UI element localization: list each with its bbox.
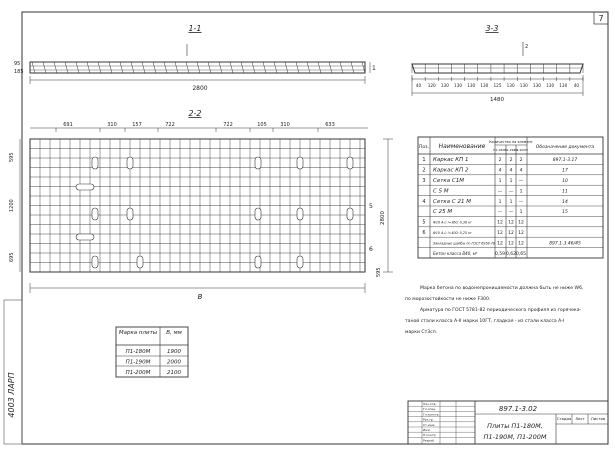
spec-q2: 12 bbox=[508, 241, 514, 247]
mounting-slot bbox=[137, 256, 143, 268]
rib-line bbox=[307, 62, 310, 73]
b-table-mark: П1-190М bbox=[125, 359, 151, 366]
spec-sub-1: П1-180М bbox=[493, 148, 507, 152]
spec-header-pos: Поз. bbox=[419, 145, 429, 150]
stamp-title-1: Плиты П1-180М, bbox=[487, 422, 543, 430]
plan-dim-top: 722 bbox=[165, 122, 175, 128]
note-line: Арматура по ГОСТ 5781-82 периодического профиля из горячека- bbox=[420, 308, 582, 313]
spec-q1: 4 bbox=[498, 168, 502, 174]
plan-marker-5: 5 bbox=[369, 203, 373, 210]
rib-line bbox=[131, 62, 134, 73]
spec-name: Бетон класса B40, м³ bbox=[433, 250, 478, 256]
stamp-role: Нач.отд. bbox=[423, 402, 437, 406]
rib-line bbox=[164, 62, 167, 73]
note-line: таной стали класса А-II марки 10ГТ, гладкая - из стали класса А-I bbox=[405, 319, 565, 324]
plan-dim-top: 691 bbox=[63, 122, 73, 128]
spec-header-name: Наименование bbox=[438, 143, 486, 150]
spec-doc: 897.1-3.46/45 bbox=[549, 241, 581, 247]
dim-33-total: 1480 bbox=[490, 97, 504, 103]
spec-doc: 17 bbox=[562, 168, 568, 174]
spec-name: Закладные шайбы по ГОСТ 6958-78 bbox=[433, 241, 496, 246]
rib-line bbox=[76, 62, 79, 73]
rib-line bbox=[186, 62, 189, 73]
mounting-slot bbox=[255, 208, 261, 220]
stamp-role: Разраб. bbox=[423, 438, 435, 443]
spec-q1: 1 bbox=[498, 179, 502, 184]
section-1-1-title: 1-1 bbox=[188, 24, 202, 33]
mounting-slot bbox=[92, 157, 98, 169]
spec-name: Ф16 А-I; l=360; 0,36 кг bbox=[433, 220, 472, 225]
stamp-role: Инж. bbox=[423, 428, 431, 432]
spec-name: С 25 М bbox=[433, 209, 453, 216]
dim-33-segment: 130 bbox=[559, 83, 568, 88]
mounting-slot bbox=[347, 157, 353, 169]
mounting-slot bbox=[92, 256, 98, 268]
b-table-header-mark: Марка плиты bbox=[118, 330, 158, 336]
spec-sub-2: П1-190М bbox=[504, 148, 518, 152]
spec-q2: 0,62 bbox=[505, 251, 517, 257]
dim-33-segment: 125 bbox=[493, 83, 502, 88]
spec-header-qty: Количество на элемент bbox=[489, 140, 533, 144]
spec-pos: 1 bbox=[422, 157, 426, 164]
spec-q1: 2 bbox=[498, 158, 502, 164]
rib-line bbox=[241, 62, 244, 73]
mounting-slot bbox=[297, 256, 303, 268]
plan-dim-top: 722 bbox=[223, 122, 233, 128]
dim-33-segment: 130 bbox=[440, 83, 449, 88]
spec-q2: 12 bbox=[508, 231, 514, 236]
spec-q1: 1 bbox=[498, 199, 502, 205]
stamp-label-stage: Стадия bbox=[556, 416, 572, 421]
rib-line bbox=[98, 62, 101, 73]
stamp-role: Рук.гр. bbox=[423, 417, 434, 422]
plan-dim-left-3: 695 bbox=[9, 252, 15, 262]
b-table-header-b: B, мм bbox=[166, 330, 182, 336]
side-text: 4003 ЛАРП bbox=[7, 372, 16, 418]
spec-q3: — bbox=[518, 199, 524, 205]
spec-q1: — bbox=[497, 210, 503, 216]
mounting-slot bbox=[297, 208, 303, 220]
section-1-1 bbox=[22, 44, 370, 84]
rib-line bbox=[351, 62, 354, 73]
spec-header-doc: Обозначение документа bbox=[535, 145, 595, 150]
rib-line bbox=[329, 62, 332, 73]
rib-line bbox=[263, 62, 266, 73]
plan-dim-right-total: 2800 bbox=[380, 211, 386, 225]
stamp-code: 897.1-3.02 bbox=[498, 405, 538, 413]
mounting-slot bbox=[255, 157, 261, 169]
mounting-slot bbox=[347, 208, 353, 220]
plan-dim-top: 157 bbox=[132, 122, 142, 128]
dim-33-segment: 130 bbox=[546, 83, 555, 88]
spec-doc: 11 bbox=[562, 189, 568, 195]
spec-q2: — bbox=[508, 189, 514, 195]
section-2-2-title: 2-2 bbox=[188, 109, 202, 118]
dim-33-segment: 40 bbox=[573, 83, 580, 88]
mounting-slot bbox=[92, 208, 98, 220]
spec-pos: 2 bbox=[422, 167, 426, 174]
stamp-roles bbox=[423, 402, 440, 442]
spec-doc: 897.1-3.17 bbox=[552, 158, 578, 164]
stamp-role: Гл.констр. bbox=[423, 412, 440, 417]
plan-dim-left-1: 595 bbox=[9, 152, 15, 162]
b-table-b: 1900 bbox=[167, 349, 181, 355]
spec-q1: 0,59 bbox=[494, 251, 506, 257]
dim-33-segment: 130 bbox=[519, 83, 528, 88]
rib-line bbox=[65, 62, 68, 73]
dim-33-segments bbox=[416, 83, 580, 88]
mounting-slot bbox=[255, 256, 261, 268]
b-rows bbox=[126, 349, 182, 376]
rib-line bbox=[208, 62, 211, 73]
dim-11-h2: 185 bbox=[14, 69, 24, 75]
side-strip bbox=[4, 300, 22, 444]
rib-line bbox=[120, 62, 123, 73]
rib-line bbox=[142, 62, 145, 73]
rib-line bbox=[87, 62, 90, 73]
dim-33-segment: 130 bbox=[480, 83, 489, 88]
spec-q1: 12 bbox=[497, 241, 503, 247]
spec-pos: 6 bbox=[422, 230, 426, 236]
stamp-label-sheet: Лист bbox=[575, 416, 585, 421]
spec-doc: 10 bbox=[562, 179, 568, 184]
spec-pos: 5 bbox=[422, 219, 426, 226]
spec-doc: 15 bbox=[562, 210, 568, 216]
dim-11-h1: 95 bbox=[14, 61, 21, 67]
stamp-title-2: П1-190М, П1-200М bbox=[483, 433, 547, 441]
spec-name: Каркас КП 2 bbox=[433, 167, 469, 174]
spec-doc: 14 bbox=[562, 199, 568, 205]
dim-33-segment: 130 bbox=[532, 83, 541, 88]
plan-dim-bottom-b: B bbox=[197, 293, 203, 301]
spec-q3: 12 bbox=[518, 241, 524, 247]
dim-33-top-label: 2 bbox=[525, 44, 529, 50]
spec-q1: — bbox=[497, 189, 503, 195]
rib-line bbox=[109, 62, 112, 73]
section-3-3-title: 3-3 bbox=[485, 24, 499, 33]
spec-rows bbox=[422, 157, 581, 257]
rib-line bbox=[32, 62, 35, 73]
plan-dim-top: 105 bbox=[257, 122, 267, 128]
spec-q3: — bbox=[518, 179, 524, 184]
rib-line bbox=[318, 62, 321, 73]
b-table-mark: П1-200М bbox=[125, 370, 151, 376]
notes bbox=[405, 285, 584, 335]
dim-11-length: 2800 bbox=[192, 85, 208, 92]
spec-q3: 4 bbox=[519, 168, 523, 174]
spec-q1: 12 bbox=[497, 231, 503, 236]
rib-line bbox=[197, 62, 200, 73]
rib-line bbox=[296, 62, 299, 73]
rib-line bbox=[54, 62, 57, 73]
rib-line bbox=[252, 62, 255, 73]
mounting-slot bbox=[297, 157, 303, 169]
plan-top-dims bbox=[56, 122, 335, 132]
spec-q2: 12 bbox=[508, 220, 514, 226]
spec-name: Ф10 А-I; l=400; 0,25 кг bbox=[433, 231, 472, 235]
spec-q2: — bbox=[508, 210, 514, 216]
plan-marker-6: 6 bbox=[369, 246, 373, 253]
stamp-role: Ст.инж. bbox=[423, 422, 436, 427]
spec-pos: 3 bbox=[422, 178, 426, 184]
dim-33-segment: 120 bbox=[427, 83, 436, 88]
dim-33-segment: 40 bbox=[415, 83, 422, 88]
b-table-b: 2000 bbox=[167, 359, 181, 366]
rib-line bbox=[230, 62, 233, 73]
spec-q1: 12 bbox=[497, 220, 503, 226]
spec-q2: 2 bbox=[509, 158, 513, 164]
mounting-slot bbox=[76, 184, 94, 190]
stamp-label-sheets: Листов bbox=[590, 416, 606, 421]
spec-table bbox=[418, 137, 603, 258]
spec-q3: 0,65 bbox=[515, 251, 527, 257]
note-line: по морозостойкости не ниже F300. bbox=[405, 297, 491, 302]
mounting-slot bbox=[76, 234, 94, 240]
spec-q3: 1 bbox=[519, 189, 523, 195]
plan-dim-top: 310 bbox=[280, 122, 290, 128]
note-line: марки Ст3сп. bbox=[405, 330, 438, 335]
rib-line bbox=[285, 62, 288, 73]
mounting-slot bbox=[127, 157, 133, 169]
plan-dim-left-2: 1200 bbox=[9, 199, 15, 212]
stamp-role: Гл.спец. bbox=[423, 407, 437, 412]
spec-q3: 12 bbox=[518, 231, 524, 236]
plan-dim-top: 633 bbox=[325, 122, 335, 128]
rib-line bbox=[153, 62, 156, 73]
spec-q2: 1 bbox=[509, 179, 513, 184]
rib-line bbox=[274, 62, 277, 73]
spec-q3: 12 bbox=[518, 220, 524, 226]
spec-name: С 5 М bbox=[433, 188, 449, 195]
spec-name: Каркас КП 1 bbox=[433, 157, 469, 164]
plan-dim-right-bottom: 595 bbox=[376, 267, 382, 277]
dim-33-segment: 130 bbox=[506, 83, 515, 88]
spec-q3: 1 bbox=[519, 210, 523, 216]
rib-line bbox=[175, 62, 178, 73]
spec-q2: 1 bbox=[509, 199, 513, 205]
spec-sub-3: П1-200М bbox=[514, 148, 528, 152]
rib-line bbox=[219, 62, 222, 73]
rib-line bbox=[340, 62, 343, 73]
dim-33-segment: 130 bbox=[454, 83, 463, 88]
note-line: Марка бетона по водонепроницаемости должна быть не ниже W6, bbox=[420, 286, 584, 291]
dim-33-segment: 130 bbox=[467, 83, 476, 88]
rib-line bbox=[43, 62, 46, 73]
dim-11-marker: 1 bbox=[372, 65, 376, 72]
spec-q3: 2 bbox=[519, 158, 523, 164]
page-number: 7 bbox=[598, 14, 604, 23]
b-table-b: 2100 bbox=[167, 370, 181, 376]
plan-dim-top: 310 bbox=[107, 122, 117, 128]
spec-q2: 4 bbox=[509, 168, 513, 174]
stamp-role: Н.контр. bbox=[423, 433, 437, 438]
plan-2-2 bbox=[20, 128, 393, 293]
spec-name: Сетка С 21 М bbox=[433, 198, 471, 205]
b-table-mark: П1-180М bbox=[125, 349, 151, 355]
mounting-slot bbox=[127, 208, 133, 220]
spec-pos: 4 bbox=[422, 198, 426, 205]
spec-name: Сетка С1М bbox=[433, 178, 464, 184]
